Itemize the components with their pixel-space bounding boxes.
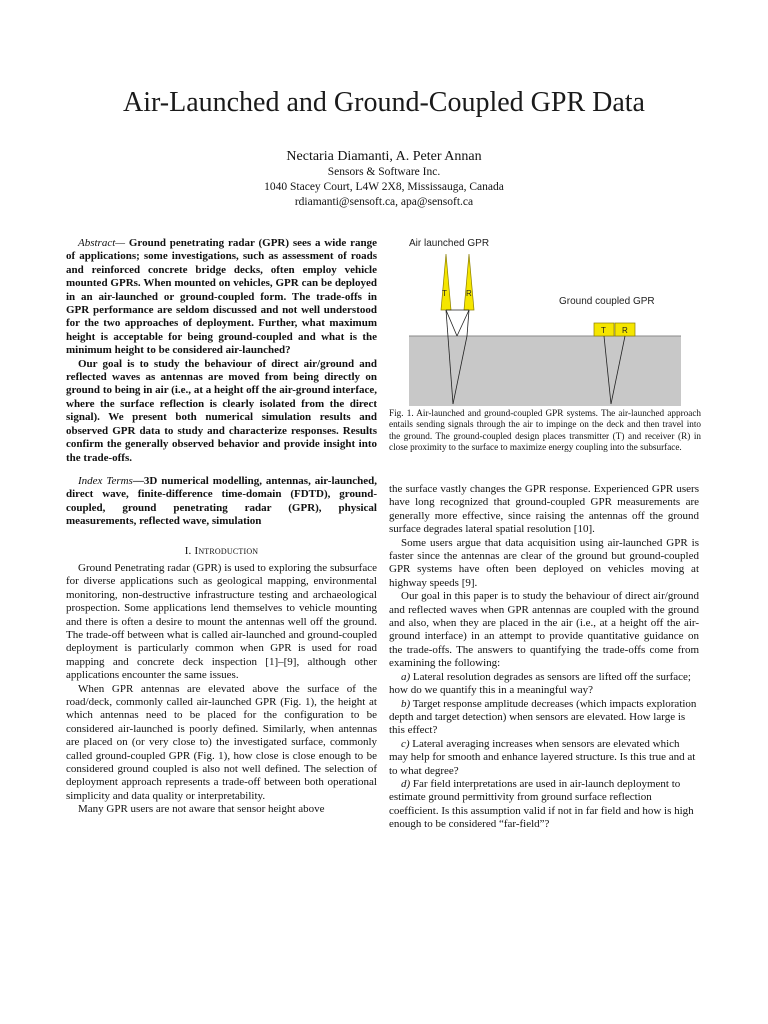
air-transmitter-label: T <box>442 289 447 298</box>
list-item-a-letter: a) <box>401 670 411 683</box>
index-terms <box>66 475 377 529</box>
air-launched-label: Air launched GPR <box>409 238 490 249</box>
list-item-b <box>389 698 699 738</box>
paper-title: Air-Launched and Ground-Coupled GPR Data <box>123 87 645 118</box>
intro-paragraph-2: When GPR antennas are elevated above the surface of the road/deck, commonly called air-launched GPR (Fig. 1), the height at which antennas need to be placed for the configuration to be considered air-launched is poorly defined. Similarly, when antennas are placed on (or very close to) the investigated surface, commonly called ground-coupled GPR (Fig. 1), how close is close enough to be considered ground coupled is also not well defined. The selection of deployment approach represents a trade-off between both operational simplicity and data quality or interpretability. <box>66 682 377 802</box>
affiliation-email: rdiamanti@sensoft.ca, apa@sensoft.ca <box>294 196 474 208</box>
paper-authors: Nectaria Diamanti, A. Peter Annan <box>286 149 482 164</box>
figure-1-caption: Fig. 1. Air-launched and ground-coupled GPR systems. The air-launched approach entails sending signals through the air to impinge on the deck and then travel into the ground. The ground-coupled design places transmitter (T) and receiver (R) in close proximity to the surface to maximize energy coupling into the subsurface. <box>389 408 701 453</box>
list-item-c <box>389 738 699 778</box>
affiliation-company: Sensors & Software Inc. <box>327 166 441 178</box>
ground-transmitter-label: T <box>601 326 606 335</box>
right-paragraph-3: Our goal in this paper is to study the behaviour of direct air/ground and reflected waves when GPR antennas are coupled with the ground and also, when they are placed in the air (i.e., at a height off the air-ground interface) in an attempt to provide quantitative guidance on the trade-offs. The answers to quantifying the trade-offs come from examining the following: <box>389 590 699 670</box>
list-item-b-text: Target response amplitude decreases (which impacts exploration depth and target detection) when sensors are elevated. How large is this effect? <box>389 697 697 737</box>
list-item-d <box>389 778 699 832</box>
right-paragraph-2: Some users argue that data acquisition using air-launched GPR is faster since the antennas are clear of the ground but ground-coupled GPR systems have often been deployed on vehicles moving at highway speeds [9]. <box>389 536 699 589</box>
right-column <box>389 483 699 832</box>
ground-region <box>409 336 681 406</box>
abstract-paragraph-1 <box>66 237 377 358</box>
index-terms-text: —3D numerical modelling, antennas, air-launched, direct wave, finite-difference time-domain (FDTD), ground-coupled, ground penetrating radar (GPR), physical measurements, reflected wave, simulation <box>66 474 377 528</box>
air-receiver-label: R <box>466 289 472 298</box>
air-receiver-antenna <box>464 254 474 310</box>
list-item-d-letter: d) <box>401 777 411 790</box>
list-item-d-text: Far field interpretations are used in air-launch deployment to estimate ground permittivity from ground surface reflection coefficient. Is this assumption valid if not in far field and how is high enough to be considered “far-field”? <box>389 777 694 831</box>
list-item-c-text: Lateral averaging increases when sensors are elevated which may help for smooth and enhance layered structure. Is this true and at to what degree? <box>389 737 696 777</box>
figure-1 <box>389 232 699 408</box>
right-paragraph-1: the surface vastly changes the GPR response. Experienced GPR users have long recognized that ground-coupled GPR measurements are generally more effective, since raising the antennas off the ground surface degrades lateral spatial resolution [10]. <box>389 483 699 536</box>
list-item-a-text: Lateral resolution degrades as sensors are lifted off the surface; how do we quantify this in a meaningful way? <box>389 670 691 697</box>
ground-receiver-label: R <box>622 326 628 335</box>
affiliation-block <box>0 165 768 210</box>
section-heading-introduction: I. Introduction <box>184 544 259 557</box>
gpr-diagram <box>389 232 699 408</box>
ground-coupled-label: Ground coupled GPR <box>559 296 655 307</box>
abstract-paragraph-2: Our goal is to study the behaviour of direct air/ground and reflected waves as antennas are moved from being directly on ground to being in air (i.e., at a height off the air-ground interface, where the surface reflection is clearly isolated from the direct signal). We present both numerical simulation results and observed GPR data to study and characterize responses. Results confirm the generally observed behavior and provide insight into the trade-offs. <box>66 357 377 464</box>
intro-paragraph-1: Ground Penetrating radar (GPR) is used to exploring the subsurface for diverse applications such as geological mapping, environmental monitoring, non-destructive infrastructure testing and archaeological prospection. Some applications lend themselves to vehicle mounting and there is often a desire to mount the antennas well off the ground. The trade-off between what is called air-launched and ground-coupled deployment is particularly common when GPR is used for road mapping and concrete deck inspection [1]–[9], although other applications encounter the same issues. <box>66 561 377 682</box>
list-item-a <box>389 671 699 698</box>
abstract-label: Abstract— <box>78 237 126 249</box>
left-column <box>66 237 377 817</box>
affiliation-address: 1040 Stacey Court, L4W 2X8, Mississauga, Canada <box>264 181 504 193</box>
abstract-text-1: Ground penetrating radar (GPR) sees a wide range of applications; some investigations, such as assessment of roads and reinforced concrete bridge decks, often employ vehicle mounted GPRs. When mounted on vehicles, GPR can be deployed in an air-launched or ground-coupled form. The trade-offs in GPR performance are seldom discussed and not well understood for the two approaches of deployment. Further, what maximum height is acceptable for being ground-coupled and what is the minimum height to be considered air-launched? <box>66 237 377 357</box>
index-terms-label: Index Terms <box>78 474 133 487</box>
air-transmitter-antenna <box>441 254 451 310</box>
list-item-b-letter: b) <box>401 697 411 710</box>
list-item-c-letter: c) <box>401 737 410 750</box>
intro-paragraph-3: Many GPR users are not aware that sensor height above <box>78 803 325 816</box>
